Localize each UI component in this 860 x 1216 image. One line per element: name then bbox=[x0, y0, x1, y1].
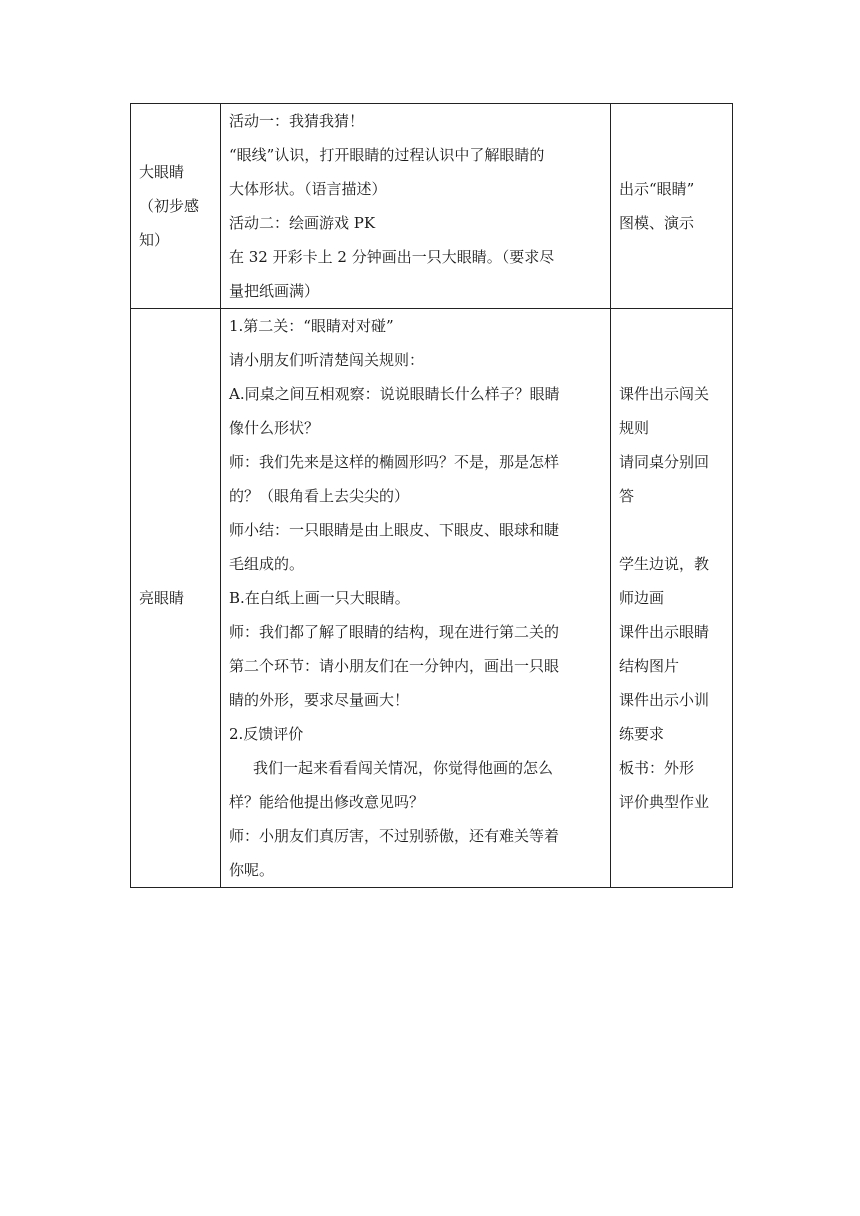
content-line: 大体形状。（语言描述） bbox=[229, 180, 387, 198]
content-line: 我们一起来看看闯关情况，你觉得他画的怎么 bbox=[253, 759, 554, 777]
note-line: 出示“眼睛” bbox=[619, 180, 695, 198]
note-line: 师边画 bbox=[619, 589, 665, 607]
content-line: 请小朋友们听清楚闯关规则： bbox=[229, 351, 425, 369]
note-spacer bbox=[619, 513, 725, 547]
content-line: 师：我们先来是这样的椭圆形吗？不是，那是怎样 bbox=[229, 453, 560, 471]
note-line: 评价典型作业 bbox=[619, 793, 710, 811]
table-row bbox=[131, 104, 733, 309]
note-line: 答 bbox=[619, 487, 635, 505]
content-line: 第二个环节：请小朋友们在一分钟内，画出一只眼 bbox=[229, 657, 560, 675]
content-cell bbox=[221, 309, 611, 888]
content-line: 师小结：一只眼睛是由上眼皮、下眼皮、眼球和睫 bbox=[229, 521, 560, 539]
content-line: 师：我们都了解了眼睛的结构，现在进行第二关的 bbox=[229, 623, 560, 641]
note-line: 结构图片 bbox=[619, 657, 680, 675]
notes-cell bbox=[611, 309, 733, 888]
content-line: 2.反馈评价 bbox=[229, 725, 304, 743]
stage-label: 亮眼睛 bbox=[139, 589, 185, 607]
content-line: 毛组成的。 bbox=[229, 555, 305, 573]
content-line: 活动一：我猜我猜！ bbox=[229, 112, 365, 130]
content-line: 师：小朋友们真厉害，不过别骄傲，还有难关等着 bbox=[229, 827, 560, 845]
note-line: 请同桌分别回 bbox=[619, 453, 710, 471]
stage-cell bbox=[131, 309, 221, 888]
content-cell bbox=[221, 104, 611, 309]
stage-label: 知） bbox=[139, 231, 170, 249]
content-line: B.在白纸上画一只大眼睛。 bbox=[229, 589, 410, 607]
lesson-plan-table bbox=[130, 103, 733, 888]
stage-label: （初步感 bbox=[139, 197, 200, 215]
content-line: 量把纸画满） bbox=[229, 282, 320, 300]
content-line: 活动二：绘画游戏 PK bbox=[229, 214, 376, 232]
content-line: 你呢。 bbox=[229, 861, 275, 879]
content-line: 的？（眼角看上去尖尖的） bbox=[229, 487, 410, 505]
note-line: 图模、演示 bbox=[619, 214, 695, 232]
note-line: 课件出示眼睛 bbox=[619, 623, 710, 641]
note-line: 练要求 bbox=[619, 725, 665, 743]
note-line: 板书：外形 bbox=[619, 759, 695, 777]
note-line: 课件出示小训 bbox=[619, 691, 710, 709]
content-line: 睛的外形，要求尽量画大！ bbox=[229, 691, 410, 709]
notes-cell bbox=[611, 104, 733, 309]
content-line: “眼线”认识，打开眼睛的过程认识中了解眼睛的 bbox=[229, 146, 545, 164]
content-line: 样？能给他提出修改意见吗？ bbox=[229, 793, 425, 811]
content-line: A.同桌之间互相观察：说说眼睛长什么样子？眼睛 bbox=[229, 385, 560, 403]
note-line: 课件出示闯关 bbox=[619, 385, 710, 403]
stage-label: 大眼睛 bbox=[139, 163, 185, 181]
table-row bbox=[131, 309, 733, 888]
content-line: 在 32 开彩卡上 2 分钟画出一只大眼睛。（要求尽 bbox=[229, 248, 555, 266]
note-line: 学生边说，教 bbox=[619, 555, 710, 573]
content-line: 1.第二关：“眼睛对对碰” bbox=[229, 317, 394, 335]
stage-cell bbox=[131, 104, 221, 309]
content-line: 像什么形状？ bbox=[229, 419, 320, 437]
note-line: 规则 bbox=[619, 419, 650, 437]
